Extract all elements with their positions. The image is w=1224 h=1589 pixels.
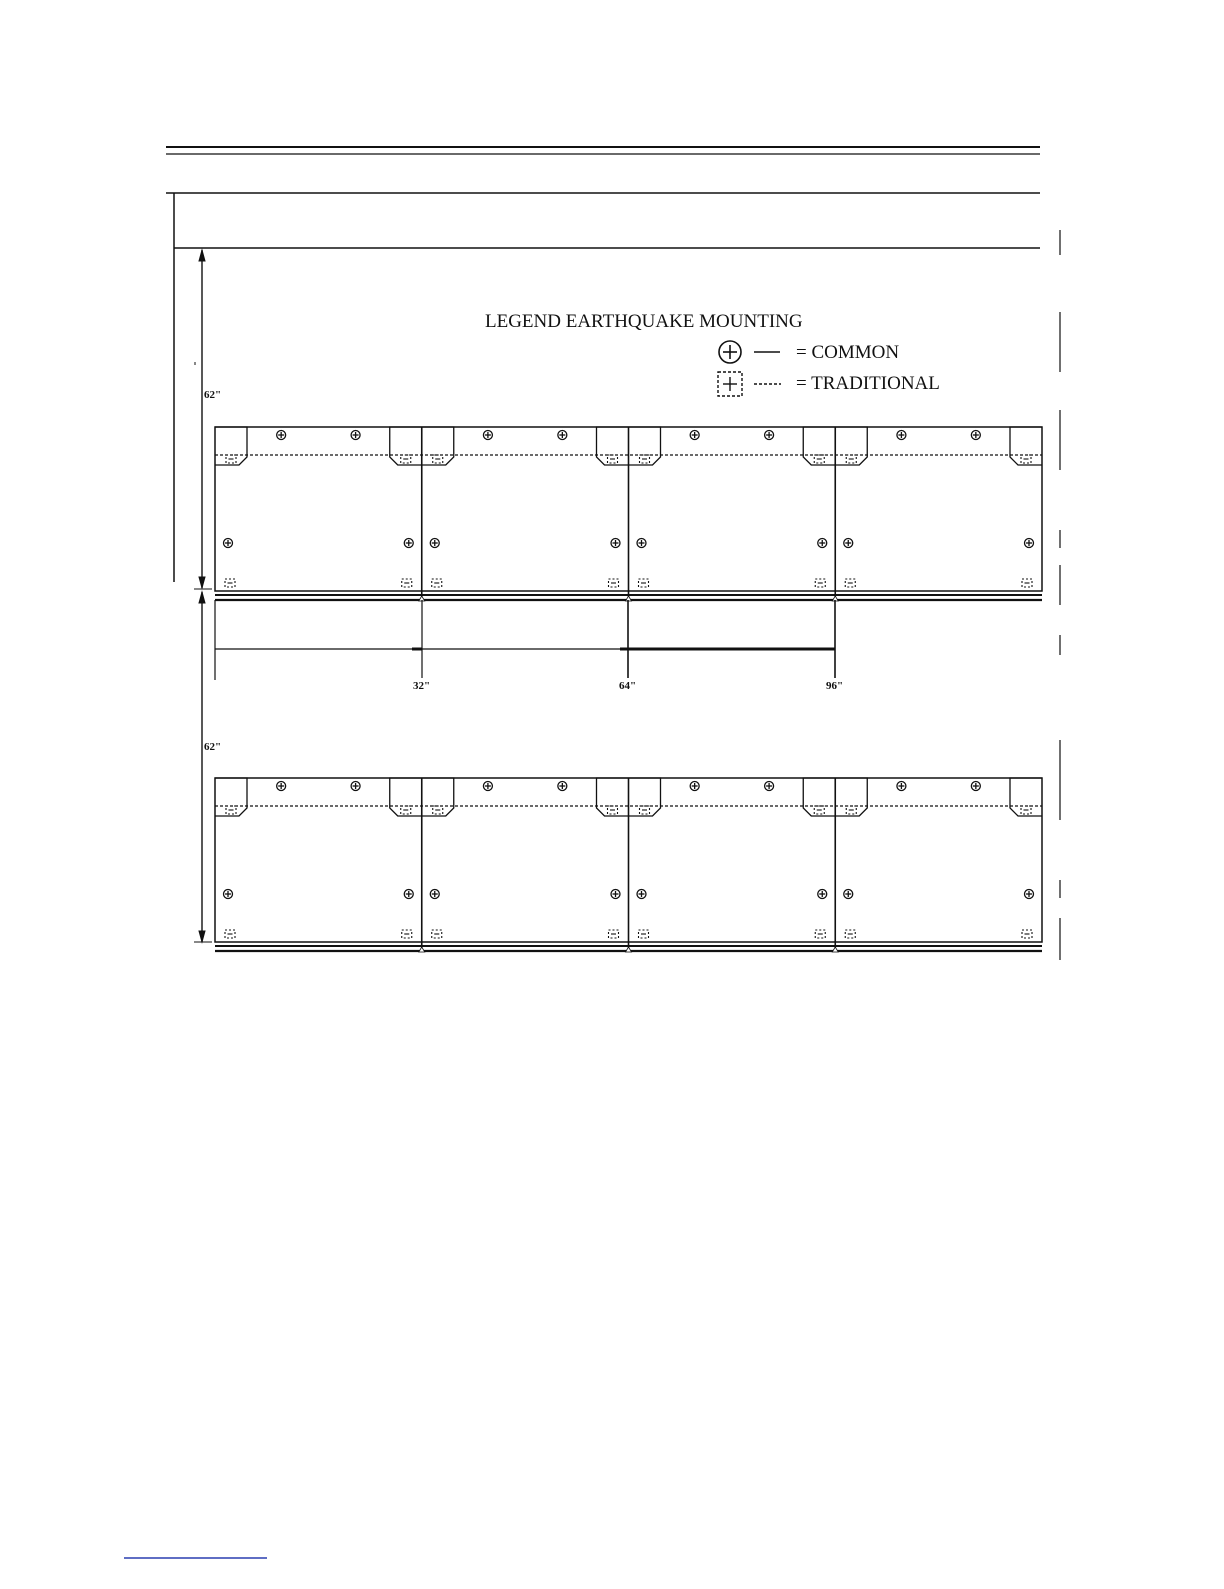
common-mount-icon (971, 782, 980, 791)
height-dimensions (194, 250, 212, 942)
common-mount-icon (844, 539, 853, 548)
common-mount-icon (404, 539, 413, 548)
common-mount-icon (351, 782, 360, 791)
cabinet-panel (419, 427, 629, 601)
common-mount-icon (897, 431, 906, 440)
traditional-mount-icon (225, 579, 235, 587)
traditional-mount-icon (845, 579, 855, 587)
lower-height-label: 62" (204, 741, 222, 753)
traditional-mount-icon (814, 455, 824, 463)
common-mount-icon (637, 539, 646, 548)
common-mount-icon (404, 890, 413, 899)
scale-label-64: 64" (619, 680, 637, 692)
common-mount-icon (690, 782, 699, 791)
common-mount-icon (430, 890, 439, 899)
drawing-frame (166, 193, 1060, 960)
common-mount-icon (558, 782, 567, 791)
traditional-mount-icon (1022, 930, 1032, 938)
traditional-mount-icon (432, 930, 442, 938)
common-mount-icon (224, 890, 233, 899)
common-mount-icon (277, 782, 286, 791)
traditional-mount-icon (402, 579, 412, 587)
traditional-mount-icon (226, 455, 236, 463)
upper-height-label: 62" (204, 389, 222, 401)
common-mount-icon (1025, 539, 1034, 548)
scale-bar (215, 600, 835, 680)
traditional-mount-icon (433, 806, 443, 814)
common-mount-icon (1025, 890, 1034, 899)
common-mount-icon (971, 431, 980, 440)
common-mount-icon (277, 431, 286, 440)
common-mount-icon (818, 539, 827, 548)
common-mount-icon (351, 431, 360, 440)
common-mount-icon (637, 890, 646, 899)
common-mount-icon (611, 890, 620, 899)
traditional-mount-icon (640, 806, 650, 814)
cabinet-panel (626, 778, 836, 952)
traditional-mount-icon (225, 930, 235, 938)
scale-label-32: 32" (413, 680, 431, 692)
traditional-mount-icon (401, 455, 411, 463)
legend-title: LEGEND EARTHQUAKE MOUNTING (485, 311, 803, 332)
common-mount-icon (765, 782, 774, 791)
legend (485, 311, 940, 396)
cabinet-panel (215, 427, 422, 587)
common-mount-icon (690, 431, 699, 440)
traditional-mount-icon (639, 930, 649, 938)
common-mount-icon (224, 539, 233, 548)
traditional-mount-icon (609, 579, 619, 587)
traditional-mount-icon (432, 579, 442, 587)
cabinet-panel (626, 427, 836, 601)
traditional-mount-icon (639, 579, 649, 587)
traditional-mount-icon (226, 806, 236, 814)
cabinet-panel (419, 778, 629, 952)
cabinet-panel (215, 778, 422, 938)
circle-plus-icon (719, 341, 741, 363)
traditional-mount-icon (609, 930, 619, 938)
common-mount-icon (558, 431, 567, 440)
common-mount-icon (897, 782, 906, 791)
traditional-mount-icon (845, 930, 855, 938)
legend-label-common: = COMMON (796, 342, 900, 363)
traditional-mount-icon (846, 455, 856, 463)
traditional-mount-icon (846, 806, 856, 814)
common-mount-icon (765, 431, 774, 440)
legend-label-traditional: = TRADITIONAL (796, 373, 940, 394)
traditional-mount-icon (608, 806, 618, 814)
upper-cabinet-row (215, 427, 1042, 601)
traditional-mount-icon (401, 806, 411, 814)
lower-cabinet-row (215, 778, 1042, 952)
cabinet-panel (832, 427, 1042, 601)
legend-item-common (719, 341, 899, 363)
common-mount-icon (611, 539, 620, 548)
traditional-mount-icon (815, 930, 825, 938)
header-rule (166, 147, 1040, 154)
common-mount-icon (430, 539, 439, 548)
common-mount-icon (483, 782, 492, 791)
scale-label-96: 96" (826, 680, 844, 692)
legend-item-traditional (718, 372, 940, 396)
traditional-mount-icon (1021, 806, 1031, 814)
common-mount-icon (818, 890, 827, 899)
common-mount-icon (844, 890, 853, 899)
traditional-mount-icon (402, 930, 412, 938)
traditional-mount-icon (608, 455, 618, 463)
traditional-mount-icon (814, 806, 824, 814)
dashed-square-plus-icon (718, 372, 742, 396)
traditional-mount-icon (640, 455, 650, 463)
traditional-mount-icon (433, 455, 443, 463)
traditional-mount-icon (1021, 455, 1031, 463)
traditional-mount-icon (1022, 579, 1032, 587)
traditional-mount-icon (815, 579, 825, 587)
common-mount-icon (483, 431, 492, 440)
cabinet-panel (832, 778, 1042, 952)
